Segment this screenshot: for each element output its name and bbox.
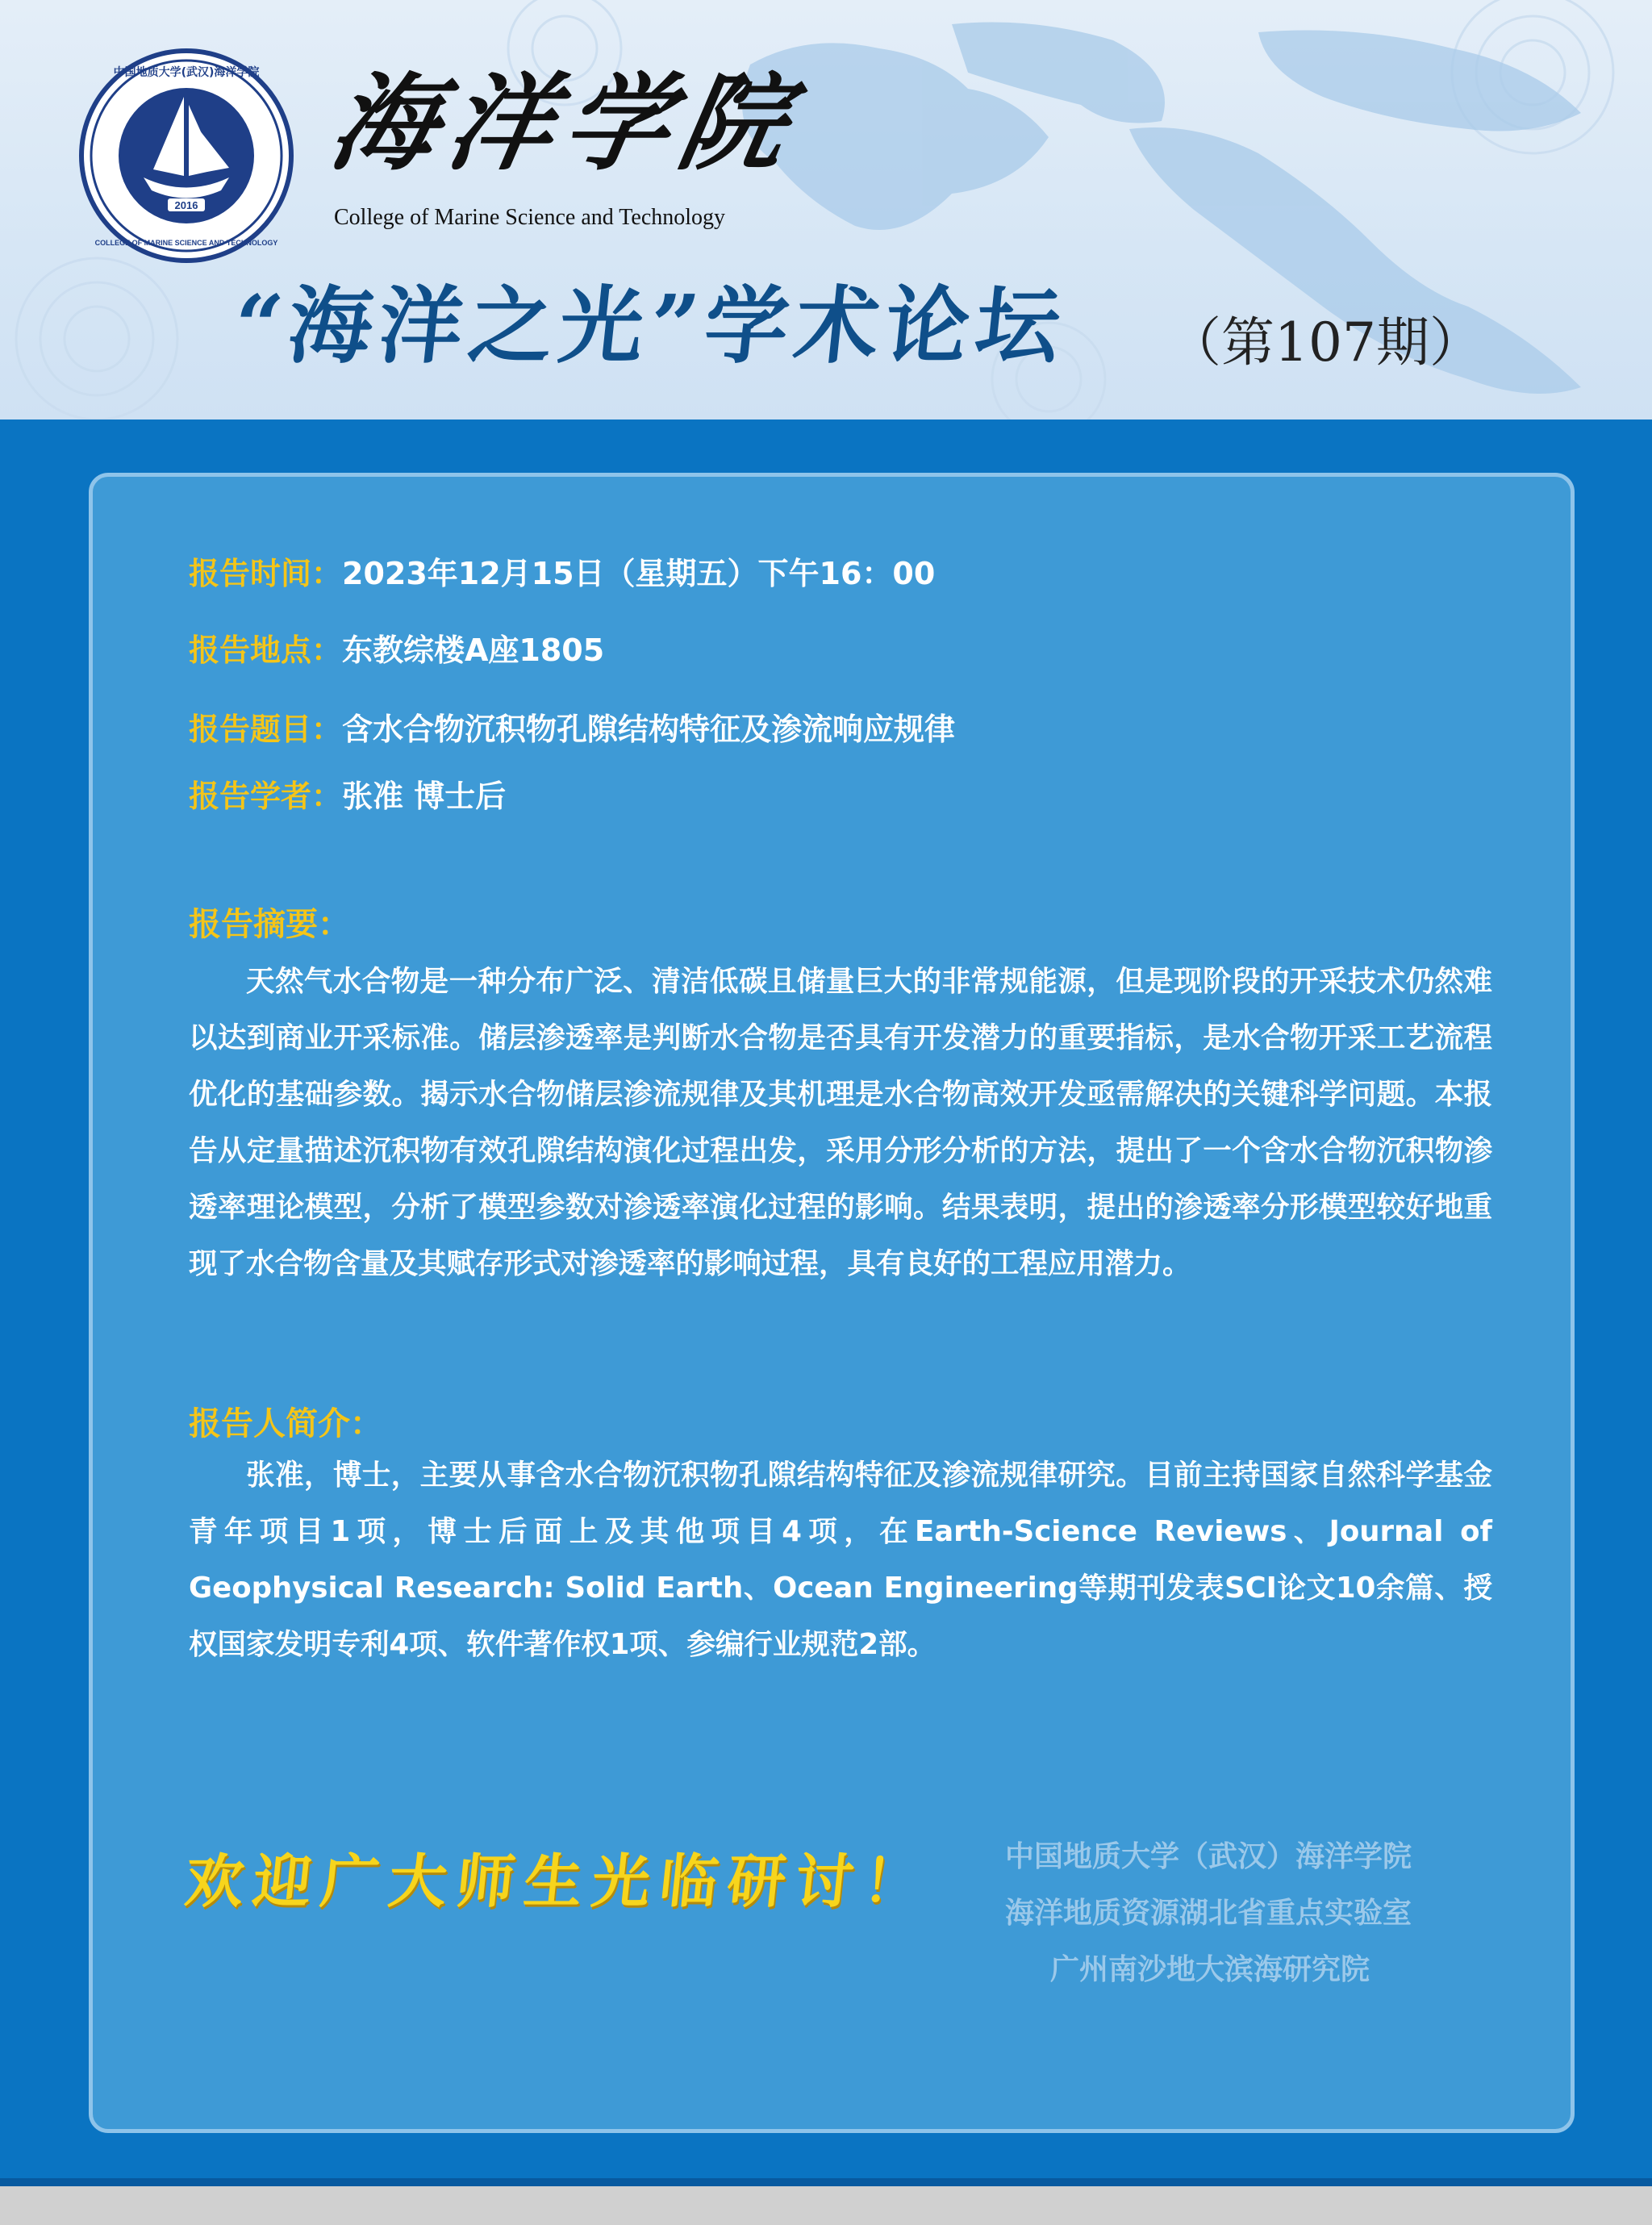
info-row-place: [189, 632, 605, 668]
organizer-3: 广州南沙地大滨海研究院: [1050, 1953, 1370, 1986]
speaker-label: 报告学者：: [189, 779, 343, 814]
footer-stripe: [0, 2178, 1652, 2186]
college-name-en: College of Marine Science and Technology: [334, 205, 726, 230]
topic-value: 含水合物沉积物孔隙结构特征及渗流响应规律: [342, 712, 956, 747]
place-label: 报告地点：: [189, 632, 343, 668]
university-logo: [79, 48, 294, 263]
organizer-1: 中国地质大学（武汉）海洋学院: [1005, 1840, 1412, 1873]
footer-bar: [0, 2186, 1652, 2225]
place-value: 东教综楼A座1805: [342, 632, 605, 668]
welcome-slogan: 欢迎广大师生光临研讨！: [181, 1847, 935, 1915]
time-label: 报告时间：: [189, 556, 343, 591]
college-name-cn: 海洋学院: [321, 61, 808, 185]
abstract-heading: 报告摘要：: [189, 906, 350, 943]
info-row-speaker: [189, 781, 506, 812]
svg-text:2016: 2016: [174, 199, 198, 211]
forum-title: “海洋之光”学术论坛: [228, 276, 1072, 375]
organizer-2: 海洋地质资源湖北省重点实验室: [1005, 1897, 1412, 1930]
forum-issue-number: （第107期）: [1168, 311, 1483, 374]
bio-heading: 报告人简介：: [189, 1405, 382, 1442]
info-row-topic: [189, 714, 955, 745]
info-row-time: [189, 558, 935, 589]
svg-text:COLLEGE OF MARINE SCIENCE AND: COLLEGE OF MARINE SCIENCE AND TECHNOLOGY: [94, 239, 278, 247]
bio-text: 张准，博士，主要从事含水合物沉积物孔隙结构特征及渗流规律研究。目前主持国家自然科学基金青年项目1项，博士后面上及其他项目4项，在Earth-Science Reviews、Journal of Geophysical Research: Solid Earth、Ocean Engineering等期刊发表SCI论文10余篇、授权国家发明专利4项、软件著作权1项、参编行业规范2部。: [189, 1459, 1492, 1661]
speaker-value: 张准 博士后: [342, 779, 507, 814]
time-value: 2023年12月15日（星期五）下午16：00: [342, 556, 936, 591]
svg-text:中国地质大学(武汉)海洋学院: 中国地质大学(武汉)海洋学院: [113, 66, 260, 79]
header-banner: [0, 0, 1652, 420]
abstract-text: 天然气水合物是一种分布广泛、清洁低碳且储量巨大的非常规能源，但是现阶段的开采技术仍然难以达到商业开采标准。储层渗透率是判断水合物是否具有开发潜力的重要指标，是水合物开采工艺流程优化的基础参数。揭示水合物储层渗流规律及其机理是水合物高效开发亟需解决的关键科学问题。本报告从定量描述沉积物有效孔隙结构演化过程出发，采用分形分析的方法，提出了一个含水合物沉积物渗透率理论模型，分析了模型参数对渗透率演化过程的影响。结果表明，提出的渗透率分形模型较好地重现了水合物含量及其赋存形式对渗透率的影响过程，具有良好的工程应用潜力。: [189, 965, 1492, 1280]
topic-label: 报告题目：: [189, 712, 343, 747]
